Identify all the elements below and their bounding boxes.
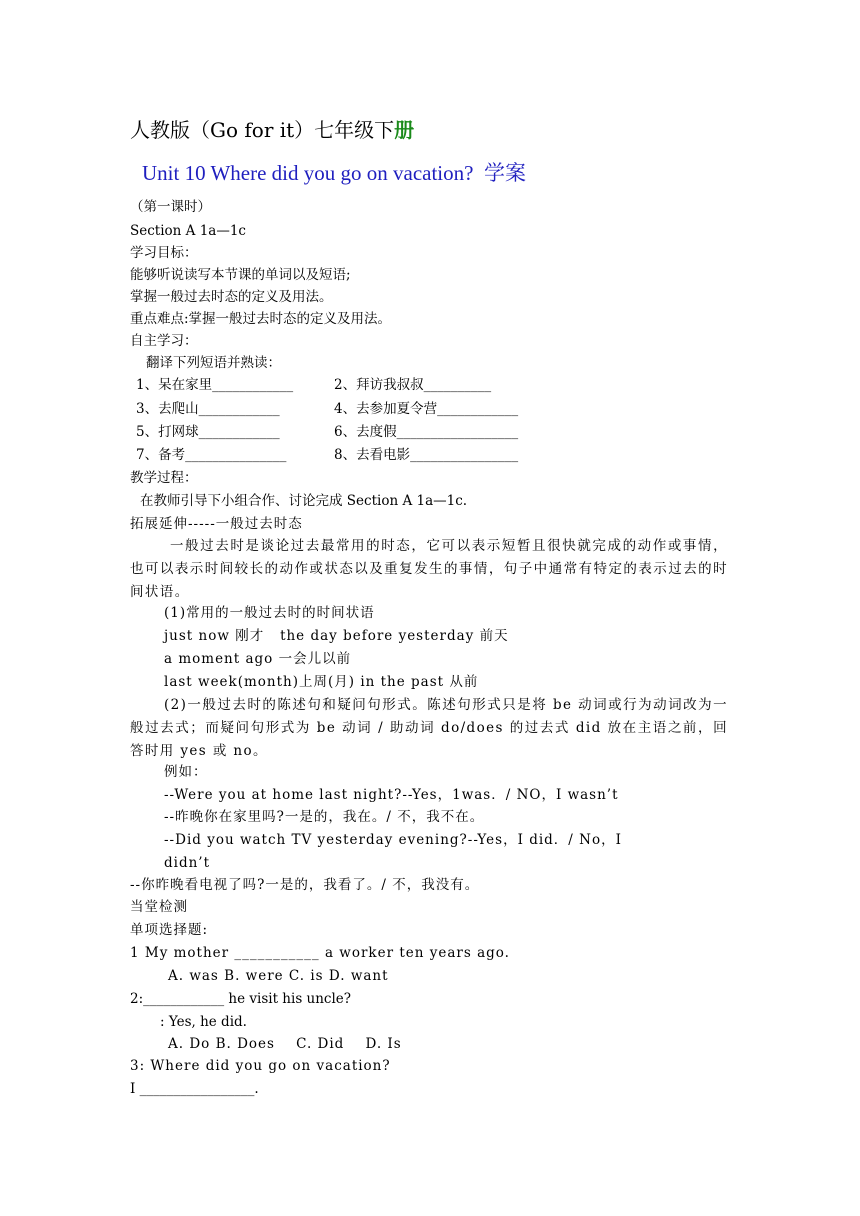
phrase-item: 3、去爬山____________ <box>136 401 280 417</box>
question-2: 2:____________ he visit his uncle? <box>130 991 352 1007</box>
self-study-heading: 自主学习： <box>130 333 198 349</box>
question-1: 1 My mother ___________ a worker ten years ago. <box>130 945 510 961</box>
title-accent: 册 <box>394 118 415 142</box>
phrase-item: 7、备考_______________ <box>136 447 287 463</box>
process-text: 在教师引导下小组合作、讨论完成 Section A 1a—1c. <box>140 493 468 509</box>
process-heading: 教学过程： <box>130 470 198 486</box>
unit-title: Unit 10 Where did you go on vacation? 学案 <box>142 161 526 185</box>
phrase-item: 1、呆在家里____________ <box>136 377 294 393</box>
question-2-answer: : Yes, he did. <box>160 1014 247 1030</box>
goals-heading: 学习目标： <box>130 245 198 261</box>
example-sentence: --Were you at home last night?--Yes，1was．/ NO，I wasn’t <box>164 787 619 803</box>
title-main: 人教版（Go for it）七年级下 <box>130 118 395 142</box>
section-label: Section A 1a—1c <box>130 223 246 239</box>
example-sentence: --Did you watch TV yesterday evening?--Yes，I did．/ No，I <box>164 832 622 848</box>
phrase-item: 6、去度假__________________ <box>334 424 519 440</box>
question-2-options: A. Do B. Does C. Did D. Is <box>168 1036 402 1052</box>
translate-instruction: 翻译下列短语并熟读： <box>146 355 281 371</box>
question-3: 3: Where did you go on vacation? <box>130 1058 391 1074</box>
example-label: 例如： <box>164 764 208 780</box>
example-sentence-cont: didn’t <box>164 855 211 871</box>
mc-heading: 单项选择题: <box>130 922 209 938</box>
phrase-item: 4、去参加夏令营____________ <box>334 401 519 417</box>
document-title <box>130 116 414 144</box>
example-translation: --昨晚你在家里吗?一是的，我在。/ 不，我不在。 <box>164 809 485 825</box>
forms-paragraph: (2)一般过去时的陈述句和疑问句形式。陈述句形式只是将 be 动词或行为动词改为一般过去式；而疑问句形式为 be 动词 / 助动词 do/does 的过去式 did 放在主语之前，回答时用 yes 或 no。 <box>130 697 728 759</box>
test-heading: 当堂检测 <box>130 899 188 915</box>
example-translation: --你昨晚看电视了吗?一是的，我看了。/ 不，我没有。 <box>130 877 480 893</box>
phrase-item: 8、去看电影________________ <box>334 447 519 463</box>
key-points: 重点难点:掌握一般过去时态的定义及用法。 <box>130 311 392 327</box>
adverbials-line: just now 刚才 the day before yesterday 前天 <box>164 628 509 644</box>
definition-paragraph: 一般过去时是谈论过去最常用的时态，它可以表示短暂且很快就完成的动作或事情，也可以表示时间较长的动作或状态以及重复发生的事情，句子中通常有特定的表示过去的时间状语。 <box>130 538 728 600</box>
question-1-options: A. was B. were C. is D. want <box>168 968 389 984</box>
phrase-item: 2、拜访我叔叔__________ <box>334 377 492 393</box>
extension-heading: 拓展延伸-----一般过去时态 <box>130 516 303 532</box>
adverbials-line: last week(month)上周(月) in the past 从前 <box>164 674 479 690</box>
goal-item: 掌握一般过去时态的定义及用法。 <box>130 289 333 305</box>
goal-item: 能够听说读写本节课的单词以及短语; <box>130 267 351 283</box>
question-3-blank: I _________________. <box>130 1081 259 1097</box>
adverbials-heading: (1)常用的一般过去时的时间状语 <box>164 605 375 621</box>
lesson-label: （第一课时） <box>130 199 211 215</box>
adverbials-line: a moment ago 一会儿以前 <box>164 651 352 667</box>
phrase-item: 5、打网球____________ <box>136 424 280 440</box>
